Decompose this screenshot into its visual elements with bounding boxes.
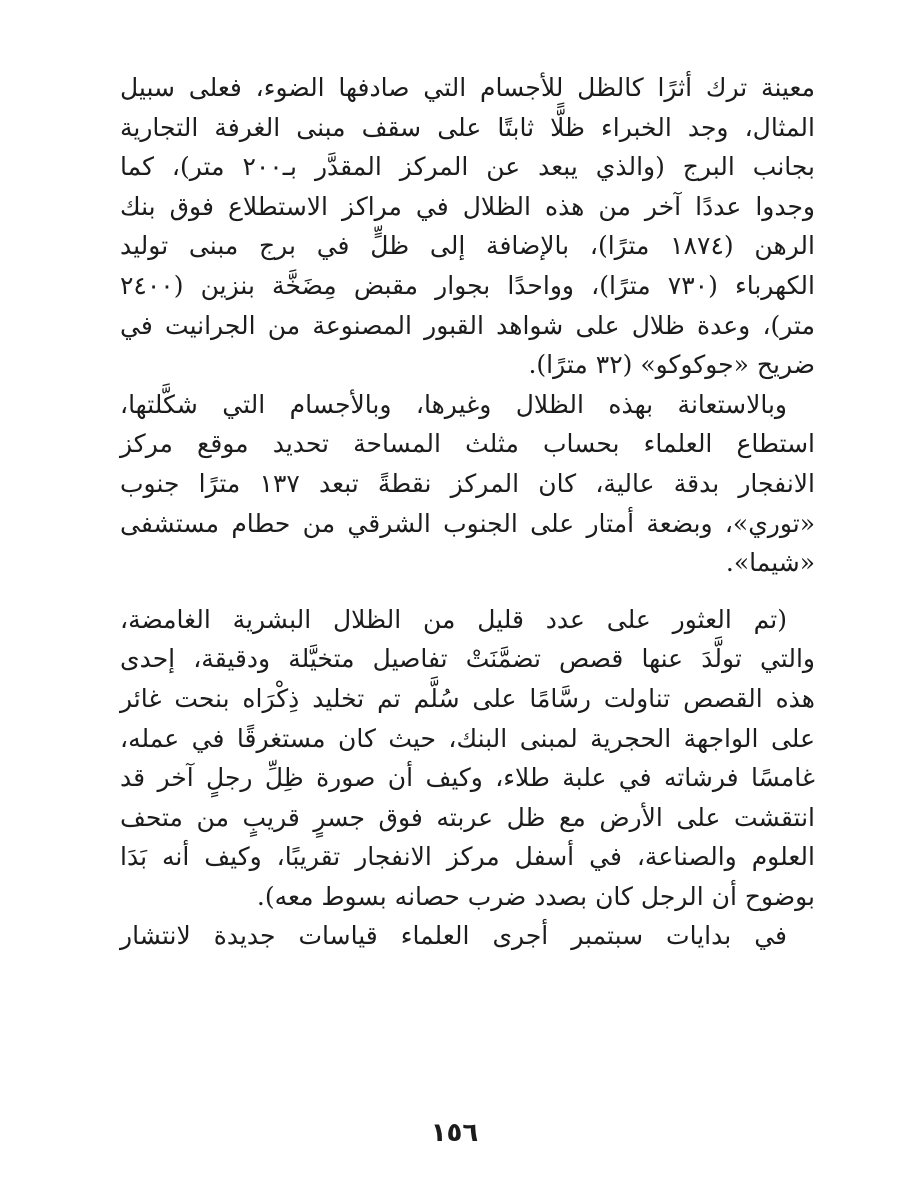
text-line: على الواجهة الحجرية لمبنى البنك، حيث كان مستغرقًا في عمله،	[120, 723, 815, 753]
text-line: والتي تولَّدَ عنها قصص تضمَّنَتْ تفاصيل متخيَّلة ودقيقة، إحدى	[120, 644, 815, 674]
text-line: المثال، وجد الخبراء ظلًّا ثابتًا على سقف مبنى الغرفة التجارية	[120, 112, 815, 142]
text-line: معينة ترك أثرًا كالظل للأجسام التي صادفها الضوء، فعلى سبيل	[120, 73, 815, 102]
text-line: الكهرباء (٧٣٠ مترًا)، وواحدًا بجوار مقبض مِضَخَّة بنزين (٢٤٠٠	[120, 270, 815, 300]
paragraph-gap	[120, 583, 815, 600]
text-line: متر)، وعدة ظلال على شواهد القبور المصنوعة من الجرانيت في	[120, 310, 815, 340]
text-line: (تم العثور على عدد قليل من الظلال البشرية الغامضة،	[120, 604, 787, 634]
paragraph	[120, 916, 815, 956]
text-line: ضريح «جوكوكو» (٣٢ مترًا).	[528, 350, 815, 380]
text-line: انتقشت على الأرض مع ظل عربته فوق جسرٍ قريبٍ من متحف	[120, 802, 815, 832]
page-number: ١٥٦	[430, 1118, 479, 1148]
text-line: هذه القصص تناولت رسَّامًا على سُلَّم تم تخليد ذِكْرَاه بنحت غائر	[120, 683, 815, 713]
text-line: غامسًا فرشاته في علبة طلاء، وكيف أن صورة ظِلِّ رجلٍ آخر قد	[120, 763, 815, 793]
page-body	[120, 68, 815, 956]
text-line: الانفجار بدقة عالية، كان المركز نقطةً تبعد ١٣٧ مترًا جنوب	[120, 468, 815, 498]
text-line: في بدايات سبتمبر أجرى العلماء قياسات جديدة لانتشار	[120, 921, 787, 951]
text-line: استطاع العلماء بحساب مثلث المساحة تحديد موقع مركز	[120, 429, 815, 459]
text-line: بوضوح أن الرجل كان بصدد ضرب حصانه بسوط معه).	[256, 881, 815, 911]
paragraph	[120, 385, 815, 583]
text-line: «شيما».	[725, 548, 815, 578]
text-line: وجدوا عددًا آخر من هذه الظلال في مراكز الاستطلاع فوق بنك	[120, 191, 815, 221]
text-line: بجانب البرج (والذي يبعد عن المركز المقدَّر بـ٢٠٠ متر)، كما	[120, 152, 816, 182]
paragraph	[120, 68, 815, 385]
text-line: وبالاستعانة بهذه الظلال وغيرها، وبالأجسام التي شكَّلتها،	[120, 389, 787, 419]
paragraph	[120, 600, 815, 917]
text-line: «توري»، وبضعة أمتار على الجنوب الشرقي من حطام مستشفى	[120, 508, 815, 538]
text-line: العلوم والصناعة، في أسفل مركز الانفجار تقريبًا، وكيف أنه بَدَا	[120, 842, 815, 872]
text-line: الرهن (١٨٧٤ مترًا)، بالإضافة إلى ظلٍّ في برج مبنى توليد	[120, 231, 815, 261]
